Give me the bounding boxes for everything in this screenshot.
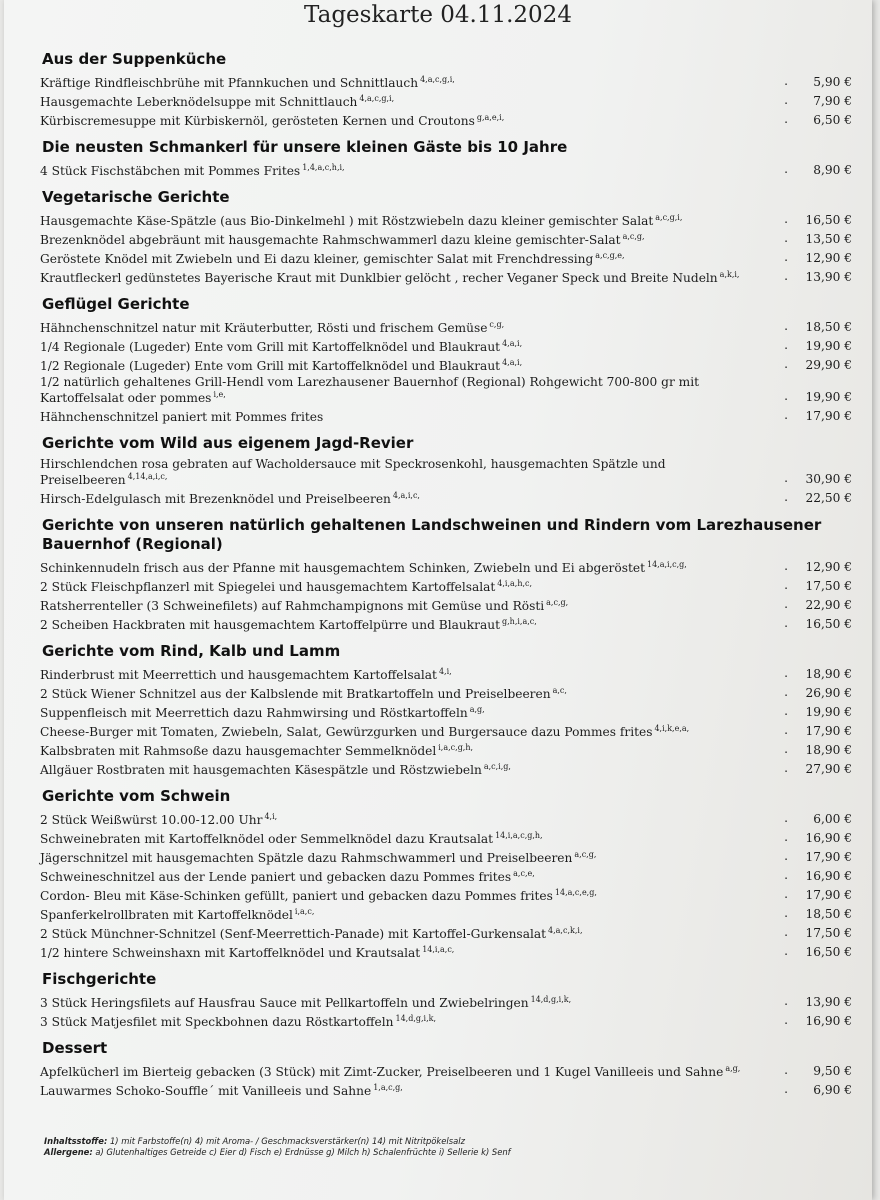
menu-item-price: 5,90 € [813, 75, 852, 89]
menu-item-description [40, 926, 776, 942]
allergen-codes: a,g, [725, 1063, 741, 1073]
allergen-codes: i,a,c,g,h, [438, 742, 474, 752]
menu-item-price: 17,90 € [805, 888, 852, 902]
menu-item-text: 1/4 Regionale (Lugeder) Ente vom Grill mit Kartoffelknödel und Blaukraut [40, 340, 501, 354]
section-heading: Dessert [42, 1039, 108, 1057]
allergene-text: a) Glutenhaltiges Getreide c) Eier d) Fisch e) Erdnüsse g) Milch h) Schalenfrüchte i) Sellerie k) Senf [95, 1147, 511, 1157]
leader-dot: . [784, 74, 788, 88]
menu-item [40, 355, 858, 374]
inhaltsstoffe-text: 1) mit Farbstoffe(n) 4) mit Aroma- / Geschmacksverstärker(n) 14) mit Nitritpökelsalz [109, 1136, 465, 1146]
menu-item [40, 229, 858, 248]
menu-item-text: Rinderbrust mit Meerrettich und hausgemachtem Kartoffelsalat [40, 668, 437, 682]
menu-item-price: 17,90 € [805, 724, 852, 738]
menu-item-text: 3 Stück Matjesfilet mit Speckbohnen dazu Röstkartoffeln [40, 1015, 394, 1029]
menu-item-price: 9,50 € [813, 1064, 852, 1078]
menu-item-text: Spanferkelrollbraten mit Kartoffelknödel [40, 908, 293, 922]
allergen-codes: a,c,g,i, [655, 212, 683, 222]
menu-item-price: 18,50 € [805, 320, 852, 334]
section-heading: Aus der Suppenküche [42, 50, 227, 68]
menu-item [40, 374, 858, 406]
leader-dot: . [784, 250, 788, 264]
menu-item-text: Hirsch-Edelgulasch mit Brezenknödel und Preiselbeeren [40, 492, 391, 506]
menu-item-text: Apfelkücherl im Bierteig gebacken (3 Stück) mit Zimt-Zucker, Preiselbeeren und 1 Kugel Vanilleeis und Sahne [40, 1065, 724, 1079]
leader-dot: . [784, 1013, 788, 1027]
allergen-codes: 14,i,a,c, [422, 944, 455, 954]
menu-item-price: 30,90 € [805, 472, 852, 486]
menu-item-text: Brezenknödel abgebräunt mit hausgemachte Rahmschwammerl dazu kleine gemischter-Salat [40, 233, 621, 247]
menu-item [40, 740, 858, 759]
menu-item [40, 759, 858, 778]
allergen-codes: 14,d,g,i,k, [395, 1013, 437, 1023]
menu-item-text: 2 Stück Wiener Schnitzel aus der Kalbslende mit Bratkartoffeln und Preiselbeeren [40, 687, 551, 701]
menu-item-description [40, 232, 776, 248]
leader-dot: . [784, 704, 788, 718]
menu-item-description [40, 579, 776, 595]
menu-item-price: 26,90 € [805, 686, 852, 700]
allergen-codes: a,c,i,g, [483, 761, 511, 771]
menu-item [40, 847, 858, 866]
menu-item [40, 576, 858, 595]
menu-list [40, 50, 858, 1108]
leader-dot: . [784, 490, 788, 504]
menu-item-text: Hirschlendchen rosa gebraten auf Wacholdersauce mit Speckrosenkohl, hausgemachten Spätzle und Preiselbeeren [40, 457, 666, 487]
inhaltsstoffe-line [44, 1136, 511, 1147]
allergen-codes: 4,a,c,g,i, [420, 74, 455, 84]
menu-item-text: 1/2 hintere Schweinshaxn mit Kartoffelknödel und Krautsalat [40, 946, 421, 960]
menu-item-description [40, 358, 776, 374]
menu-item-text: Krautfleckerl gedünstetes Bayerische Kraut mit Dunklbier gelöcht , recher Veganer Speck und Breite Nudeln [40, 271, 718, 285]
menu-item-price: 12,90 € [805, 560, 852, 574]
leader-dot: . [784, 597, 788, 611]
menu-item-price: 17,90 € [805, 409, 852, 423]
menu-item-text: Geröstete Knödel mit Zwiebeln und Ei dazu kleiner, gemischter Salat mit Frenchdressing [40, 252, 594, 266]
menu-item-text: Ratsherrenteller (3 Schweinefilets) auf Rahmchampignons mit Gemüse und Rösti [40, 599, 545, 613]
menu-item-text: Kürbiscremesuppe mit Kürbiskernöl, gerösteten Kernen und Croutons [40, 114, 475, 128]
menu-item-text: Allgäuer Rostbraten mit hausgemachten Käsespätzle und Röstzwiebeln [40, 763, 482, 777]
menu-item [40, 664, 858, 683]
leader-dot: . [784, 811, 788, 825]
menu-item-description [40, 869, 776, 885]
leader-dot: . [784, 212, 788, 226]
allergen-codes: a,c,g, [546, 597, 569, 607]
allergen-codes: 4,a,c,g,i, [359, 93, 395, 103]
menu-item-price: 16,50 € [805, 945, 852, 959]
menu-section [40, 138, 858, 179]
menu-item-description [40, 945, 776, 961]
menu-section [40, 295, 858, 425]
menu-item-price: 16,90 € [805, 1014, 852, 1028]
allergen-codes: i,e, [213, 389, 226, 399]
menu-section [40, 970, 858, 1030]
menu-item-text: Schweineschnitzel aus der Lende paniert und gebacken dazu Pommes frites [40, 870, 512, 884]
allergen-codes: a,k,i, [719, 269, 740, 279]
menu-item-description [40, 762, 776, 778]
menu-item-price: 17,50 € [805, 926, 852, 940]
menu-item-price: 13,50 € [805, 232, 852, 246]
menu-item-description [40, 686, 776, 702]
menu-item [40, 683, 858, 702]
menu-item-price: 27,90 € [805, 762, 852, 776]
section-heading: Fischgerichte [42, 970, 157, 988]
allergen-codes: 4,a,i,c, [392, 490, 420, 500]
menu-section [40, 1039, 858, 1099]
menu-item-description [40, 1064, 776, 1080]
menu-item-description [40, 831, 776, 847]
allergen-codes: g,h,i,a,c, [502, 616, 537, 626]
menu-item-text: Schinkennudeln frisch aus der Pfanne mit hausgemachtem Schinken, Zwiebeln und Ei abgeröstet [40, 561, 645, 575]
menu-item-text: 3 Stück Heringsfilets auf Hausfrau Sauce mit Pellkartoffeln und Zwiebelringen [40, 996, 529, 1010]
leader-dot: . [784, 559, 788, 573]
menu-item-price: 16,90 € [805, 869, 852, 883]
leader-dot: . [784, 112, 788, 126]
menu-item [40, 923, 858, 942]
menu-item-price: 19,90 € [805, 390, 852, 404]
leader-dot: . [784, 906, 788, 920]
menu-item-description [40, 724, 776, 740]
leader-dot: . [784, 389, 788, 403]
section-heading: Gerichte von unseren natürlich gehaltenen Landschweinen und Rindern vom Larezhausener Bauernhof (Regional) [42, 516, 822, 553]
leader-dot: . [784, 338, 788, 352]
leader-dot: . [784, 408, 788, 422]
menu-item-text: Suppenfleisch mit Meerrettich dazu Rahmwirsing und Röstkartoffeln [40, 706, 468, 720]
menu-item-price: 17,90 € [805, 850, 852, 864]
menu-item [40, 809, 858, 828]
menu-item-price: 22,50 € [805, 491, 852, 505]
menu-item [40, 614, 858, 633]
menu-item-description [40, 1014, 776, 1030]
leader-dot: . [784, 616, 788, 630]
leader-dot: . [784, 93, 788, 107]
allergen-codes: 4,i, [264, 811, 278, 821]
allergen-codes: 4,a,i, [502, 357, 523, 367]
menu-item [40, 904, 858, 923]
menu-item-price: 18,90 € [805, 743, 852, 757]
menu-item-description [40, 491, 776, 507]
menu-section [40, 50, 858, 129]
section-heading: Gerichte vom Wild aus eigenem Jagd-Revier [42, 434, 414, 452]
allergen-codes: g,a,e,i, [476, 112, 505, 122]
section-heading: Geflügel Gerichte [42, 295, 190, 313]
menu-item-text: Hausgemachte Käse-Spätzle (aus Bio-Dinkelmehl ) mit Röstzwiebeln dazu kleiner gemischter Salat [40, 214, 654, 228]
menu-page [4, 0, 872, 1200]
menu-item-description [40, 251, 776, 267]
menu-item [40, 317, 858, 336]
menu-item [40, 210, 858, 229]
menu-item-description [40, 560, 776, 576]
menu-item-price: 17,50 € [805, 579, 852, 593]
leader-dot: . [784, 357, 788, 371]
allergen-codes: 4,i,k,e,a, [654, 723, 690, 733]
menu-section [40, 434, 858, 507]
leader-dot: . [784, 269, 788, 283]
leader-dot: . [784, 319, 788, 333]
menu-item-text: 2 Stück Fleischpflanzerl mit Spiegelei und hausgemachtem Kartoffelsalat [40, 580, 496, 594]
menu-item-price: 22,90 € [805, 598, 852, 612]
menu-item [40, 885, 858, 904]
leader-dot: . [784, 1063, 788, 1077]
allergen-codes: 4,14,a,i,c, [127, 471, 168, 481]
page-title: Tageskarte 04.11.2024 [304, 2, 572, 28]
allergen-codes: c,g, [489, 319, 505, 329]
menu-item-text: 4 Stück Fischstäbchen mit Pommes Frites [40, 164, 301, 178]
allergen-codes: 14,a,i,c,g, [646, 559, 687, 569]
leader-dot: . [784, 849, 788, 863]
section-heading: Die neusten Schmankerl für unsere kleinen Gäste bis 10 Jahre [42, 138, 568, 156]
menu-item-text: 1/2 natürlich gehaltenes Grill-Hendl vom Larezhausener Bauernhof (Regional) Rohgewicht 700-800 gr mit Kartoffelsalat oder pommes [40, 375, 700, 405]
leader-dot: . [784, 868, 788, 882]
section-heading: Gerichte vom Rind, Kalb und Lamm [42, 642, 341, 660]
menu-item-price: 8,90 € [813, 163, 852, 177]
menu-item-description [40, 995, 776, 1011]
allergen-codes: a,c,g,e, [595, 250, 625, 260]
allergen-codes: a,c, [552, 685, 567, 695]
menu-item-price: 16,90 € [805, 831, 852, 845]
menu-item [40, 72, 858, 91]
menu-item-price: 6,00 € [813, 812, 852, 826]
menu-item [40, 828, 858, 847]
leader-dot: . [784, 471, 788, 485]
menu-item-description [40, 113, 776, 129]
menu-item-description [40, 374, 776, 406]
menu-item [40, 595, 858, 614]
menu-item [40, 110, 858, 129]
allergen-codes: 4,i, [438, 666, 452, 676]
menu-item-description [40, 743, 776, 759]
menu-item-text: Cordon- Bleu mit Käse-Schinken gefüllt, paniert und gebacken dazu Pommes frites [40, 889, 553, 903]
leader-dot: . [784, 742, 788, 756]
menu-item-price: 19,90 € [805, 705, 852, 719]
allergen-codes: 4,a,i, [502, 338, 523, 348]
menu-item-description [40, 163, 776, 179]
menu-item [40, 942, 858, 961]
menu-item-text: Schweinebraten mit Kartoffelknödel oder Semmelknödel dazu Krautsalat [40, 832, 494, 846]
menu-item-price: 18,90 € [805, 667, 852, 681]
menu-item-price: 13,90 € [805, 995, 852, 1009]
menu-item [40, 1061, 858, 1080]
allergen-codes: 4,a,c,k,i, [548, 925, 583, 935]
section-heading: Vegetarische Gerichte [42, 188, 230, 206]
menu-item-description [40, 812, 776, 828]
menu-item-description [40, 907, 776, 923]
allergen-codes: i,a,c, [294, 906, 315, 916]
menu-item-description [40, 75, 776, 91]
menu-item [40, 336, 858, 355]
section-heading: Gerichte vom Schwein [42, 787, 231, 805]
menu-item [40, 267, 858, 286]
allergen-codes: 4,i,a,h,c, [497, 578, 533, 588]
menu-item [40, 721, 858, 740]
menu-item-price: 18,50 € [805, 907, 852, 921]
menu-item-price: 7,90 € [813, 94, 852, 108]
menu-item-description [40, 598, 776, 614]
menu-item [40, 866, 858, 885]
menu-item-text: Cheese-Burger mit Tomaten, Zwiebeln, Salat, Gewürzgurken und Burgersauce dazu Pommes frites [40, 725, 653, 739]
leader-dot: . [784, 666, 788, 680]
legend-footer [44, 1136, 511, 1158]
menu-item-description [40, 850, 776, 866]
leader-dot: . [784, 925, 788, 939]
allergen-codes: 14,a,c,e,g, [554, 887, 597, 897]
menu-item-description [40, 320, 776, 336]
menu-item-text: 2 Stück Weißwürst 10.00-12.00 Uhr [40, 813, 263, 827]
menu-item-price: 16,50 € [805, 213, 852, 227]
leader-dot: . [784, 723, 788, 737]
menu-item-description [40, 1083, 776, 1099]
menu-item [40, 160, 858, 179]
allergen-codes: 1,4,a,c,h,i, [302, 162, 345, 172]
menu-item-description [40, 888, 776, 904]
menu-item [40, 992, 858, 1011]
menu-item-text: Jägerschnitzel mit hausgemachten Spätzle dazu Rahmschwammerl und Preiselbeeren [40, 851, 573, 865]
leader-dot: . [784, 231, 788, 245]
menu-item-text: Kalbsbraten mit Rahmsoße dazu hausgemachter Semmelknödel [40, 744, 437, 758]
leader-dot: . [784, 1082, 788, 1096]
menu-item-price: 16,50 € [805, 617, 852, 631]
menu-item-description [40, 213, 776, 229]
menu-item-description [40, 339, 776, 355]
allergen-codes: a,g, [469, 704, 485, 714]
menu-item-price: 29,90 € [805, 358, 852, 372]
leader-dot: . [784, 944, 788, 958]
menu-item-price: 19,90 € [805, 339, 852, 353]
menu-item-description [40, 667, 776, 683]
menu-item-text: Hausgemachte Leberknödelsuppe mit Schnittlauch [40, 95, 358, 109]
menu-item-price: 12,90 € [805, 251, 852, 265]
menu-item-text: Kräftige Rindfleischbrühe mit Pfannkuchen und Schnittlauch [40, 76, 419, 90]
menu-item [40, 488, 858, 507]
leader-dot: . [784, 887, 788, 901]
allergen-codes: a,c,g, [622, 231, 645, 241]
leader-dot: . [784, 162, 788, 176]
menu-item-price: 13,90 € [805, 270, 852, 284]
allergen-codes: 1,a,c,g, [373, 1082, 403, 1092]
menu-item [40, 702, 858, 721]
menu-item-text: Hähnchenschnitzel natur mit Kräuterbutter, Rösti und frischem Gemüse [40, 321, 488, 335]
menu-section [40, 188, 858, 286]
menu-item [40, 456, 858, 488]
leader-dot: . [784, 685, 788, 699]
allergene-line [44, 1147, 511, 1158]
leader-dot: . [784, 994, 788, 1008]
menu-item-description [40, 456, 776, 488]
allergene-label: Allergene: [44, 1147, 93, 1157]
leader-dot: . [784, 578, 788, 592]
menu-item-price: 6,90 € [813, 1083, 852, 1097]
menu-item [40, 1011, 858, 1030]
allergen-codes: 14,d,g,i,k, [530, 994, 572, 1004]
menu-item-text: 1/2 Regionale (Lugeder) Ente vom Grill mit Kartoffelknödel und Blaukraut [40, 359, 501, 373]
menu-item-description [40, 94, 776, 110]
menu-item [40, 248, 858, 267]
menu-item-text: Hähnchenschnitzel paniert mit Pommes frites [40, 410, 324, 424]
menu-item [40, 406, 858, 425]
menu-item-description [40, 270, 776, 286]
inhaltsstoffe-label: Inhaltsstoffe: [44, 1136, 108, 1146]
menu-item-text: Lauwarmes Schoko-Souffle´ mit Vanilleeis und Sahne [40, 1084, 372, 1098]
menu-item-description [40, 617, 776, 633]
menu-item-description [40, 705, 776, 721]
menu-item-text: 2 Stück Münchner-Schnitzel (Senf-Meerrettich-Panade) mit Kartoffel-Gurkensalat [40, 927, 547, 941]
allergen-codes: 14,i,a,c,g,h, [495, 830, 543, 840]
menu-item-description [40, 409, 776, 425]
allergen-codes: a,c,e, [513, 868, 535, 878]
menu-item [40, 557, 858, 576]
menu-item-price: 6,50 € [813, 113, 852, 127]
menu-section [40, 516, 858, 633]
menu-section [40, 787, 858, 961]
leader-dot: . [784, 830, 788, 844]
menu-item-text: 2 Scheiben Hackbraten mit hausgemachtem Kartoffelpürre und Blaukraut [40, 618, 500, 632]
menu-item [40, 91, 858, 110]
menu-section [40, 642, 858, 778]
menu-item [40, 1080, 858, 1099]
leader-dot: . [784, 761, 788, 775]
allergen-codes: a,c,g, [574, 849, 597, 859]
